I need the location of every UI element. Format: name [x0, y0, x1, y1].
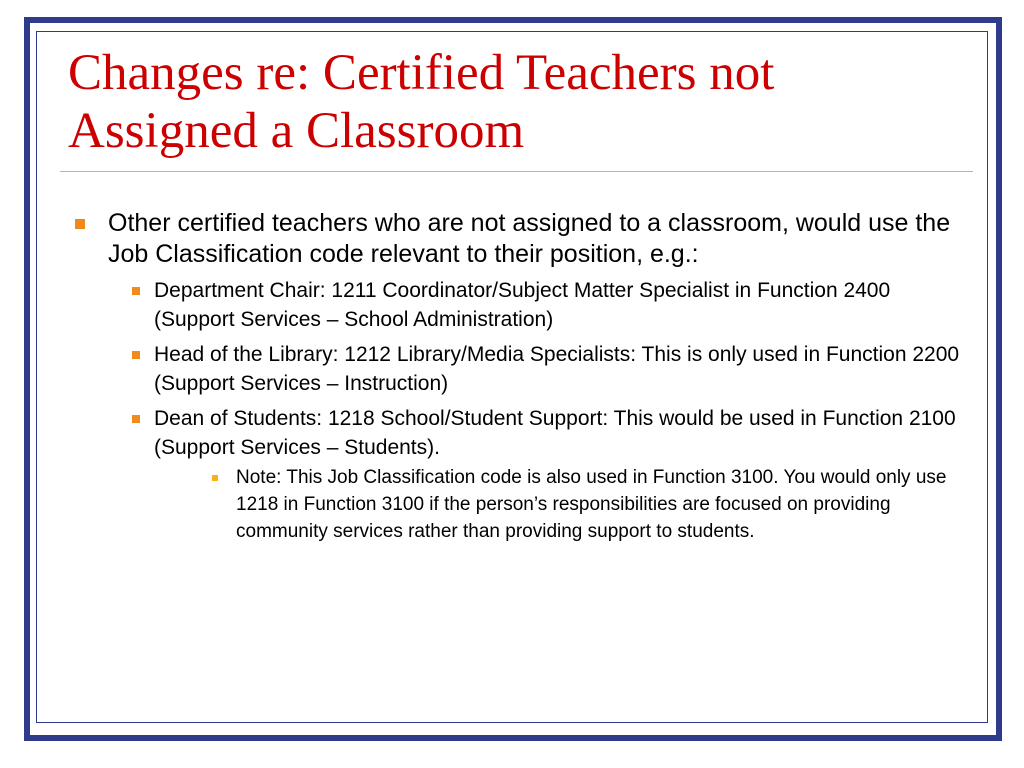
square-bullet-icon [132, 351, 140, 359]
note-text: Note: This Job Classification code is also used in Function 3100. You would only use 1218 in Function 3100 if the person’s responsibilities are focused on providing community services rather than providing support to students. [236, 467, 947, 542]
square-bullet-icon [75, 219, 85, 229]
note-bullet [108, 464, 975, 545]
sub-bullet-department-chair [108, 276, 975, 334]
square-bullet-icon [212, 475, 218, 481]
sub-bullet-text: Department Chair: 1211 Coordinator/Subject Matter Specialist in Function 2400 (Support Services – School Administration) [154, 279, 891, 331]
sub-bullet-dean-of-students [108, 404, 975, 545]
sub-bullet-head-of-library [108, 340, 975, 398]
square-bullet-icon [132, 287, 140, 295]
sub-bullet-text: Head of the Library: 1212 Library/Media Specialists: This is only used in Function 2200 (Support Services – Instruction) [154, 343, 960, 395]
sub-bullet-list [108, 276, 975, 545]
slide-body [70, 208, 975, 551]
main-bullet-text: Other certified teachers who are not assigned to a classroom, would use the Job Classification code relevant to their position, e.g.: [108, 209, 951, 268]
bullet-list [70, 208, 975, 545]
square-bullet-icon [132, 415, 140, 423]
title-divider [60, 171, 973, 172]
main-bullet [70, 208, 975, 545]
slide-title: Changes re: Certified Teachers not Assigned a Classroom [68, 45, 775, 159]
sub-bullet-text: Dean of Students: 1218 School/Student Support: This would be used in Function 2100 (Support Services – Students). [154, 407, 956, 459]
note-list [108, 464, 975, 545]
